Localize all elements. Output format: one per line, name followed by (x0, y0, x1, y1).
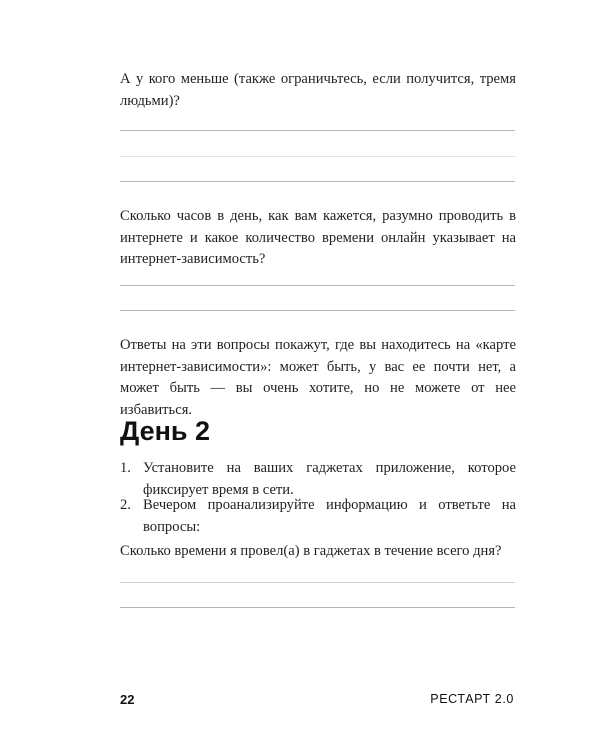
answer-line (120, 156, 515, 157)
question-paragraph-fewer-contacts: А у кого меньше (также ограничьтесь, если получится, тремя людьми)? (120, 71, 516, 109)
question-paragraph-gadget-time: Сколько времени я провел(а) в гаджетах в течение всего дня? (120, 543, 502, 559)
conclusion-paragraph: Ответы на эти вопросы покажут, где вы находитесь на «карте интернет-зависимости»: может быть, у вас ее почти нет, а может быть — вы очень хотите, но не можете от нее избавиться. (120, 337, 516, 418)
list-item-number: 2. (120, 497, 131, 513)
section-heading: День 2 (120, 416, 211, 446)
page-number: 22 (120, 692, 135, 707)
answer-line (120, 310, 515, 311)
list-item-text: Установите на ваших гаджетах приложение, которое фиксирует время в сети. (143, 460, 516, 498)
question-paragraph-hours-online: Сколько часов в день, как вам кажется, разумно проводить в интернете и какое количество времени онлайн указывает на интернет-зависимость? (120, 208, 516, 267)
answer-line (120, 607, 515, 608)
list-item (120, 495, 516, 538)
list-item-number: 1. (120, 460, 131, 476)
answer-line (120, 130, 515, 131)
list-item-text: Вечером проанализируйте информацию и ответьте на вопросы: (143, 497, 516, 535)
answer-line (120, 181, 515, 182)
answer-line (120, 285, 515, 286)
running-title: РЕСТАРТ 2.0 (430, 692, 514, 706)
answer-line (120, 582, 515, 583)
